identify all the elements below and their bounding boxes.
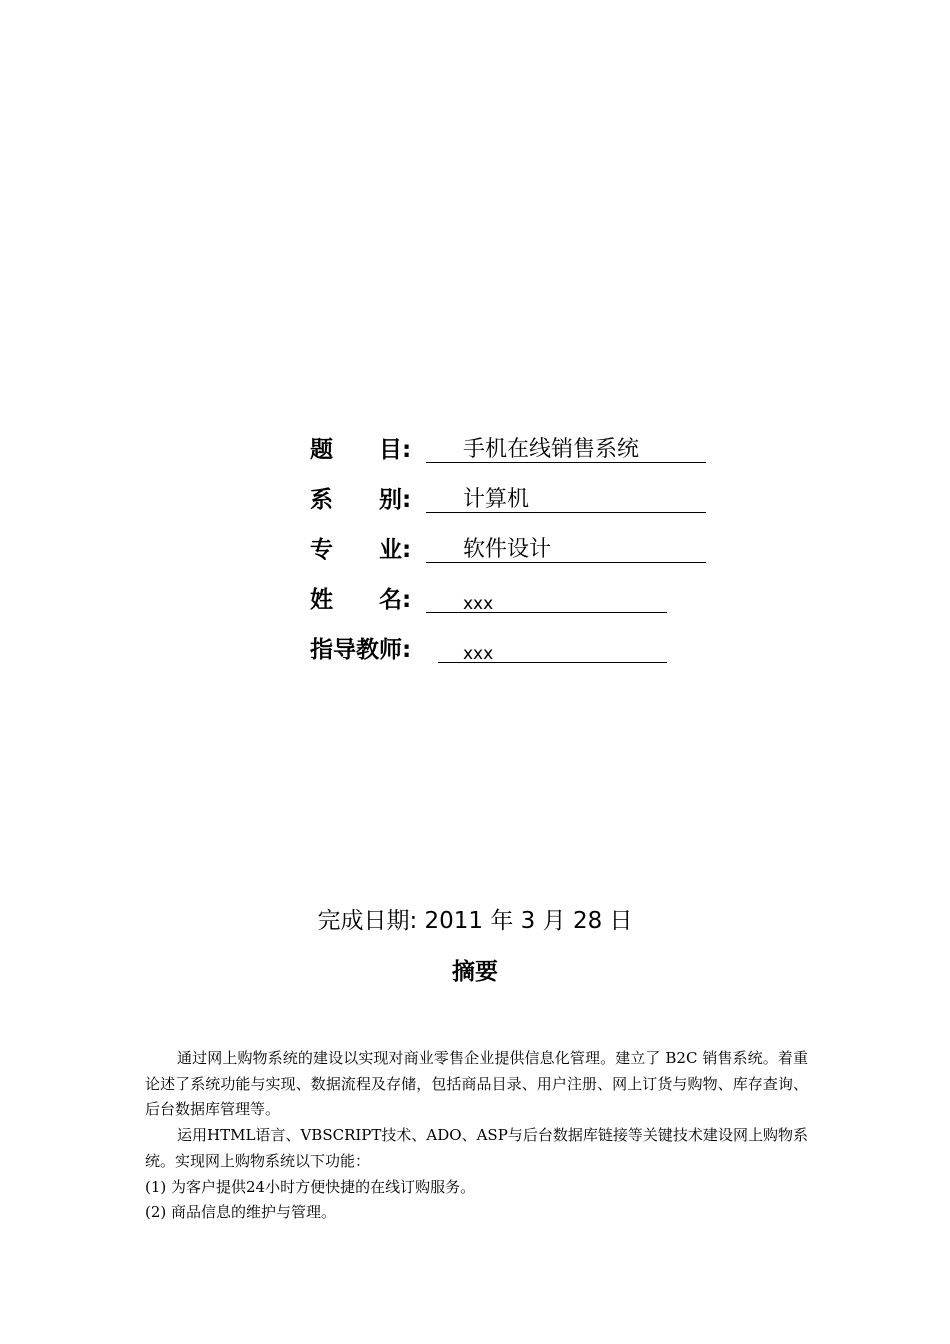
major-value: 软件设计 — [463, 537, 552, 562]
major-row — [310, 533, 710, 567]
advisor-label: 指导教师: — [310, 637, 412, 663]
advisor-row — [310, 633, 710, 667]
name-label: 姓 名: — [310, 587, 412, 613]
title-label: 题 目: — [310, 437, 412, 463]
advisor-value: xxx — [463, 644, 494, 664]
department-row — [310, 483, 710, 517]
abstract-list-item-1: (1) 为客户提供24小时方便快捷的在线订购服务。 — [145, 1177, 476, 1196]
completion-date: 完成日期: 2011 年 3 月 28 日 — [317, 908, 633, 934]
abstract-paragraph-2: 运用HTML语言、VBSCRIPT技术、ADO、ASP与后台数据库链接等关键技术建设网上购物系统。实现网上购物系统以下功能： — [145, 1126, 808, 1170]
department-value: 计算机 — [463, 487, 530, 512]
major-label: 专 业: — [310, 537, 412, 563]
title-value: 手机在线销售系统 — [463, 437, 640, 462]
abstract-body — [145, 1046, 808, 1226]
name-value: xxx — [463, 594, 494, 614]
abstract-title: 摘要 — [452, 959, 498, 985]
abstract-paragraph-1: 通过网上购物系统的建设以实现对商业零售企业提供信息化管理。建立了 B2C 销售系统。着重论述了系统功能与实现、数据流程及存储，包括商品目录、用户注册、网上订货与购物、库存查询、后台数据库管理等。 — [145, 1049, 808, 1119]
abstract-list-item-2: (2) 商品信息的维护与管理。 — [145, 1203, 337, 1222]
department-label: 系 别: — [310, 487, 412, 513]
name-row — [310, 583, 710, 617]
title-row — [310, 433, 710, 467]
